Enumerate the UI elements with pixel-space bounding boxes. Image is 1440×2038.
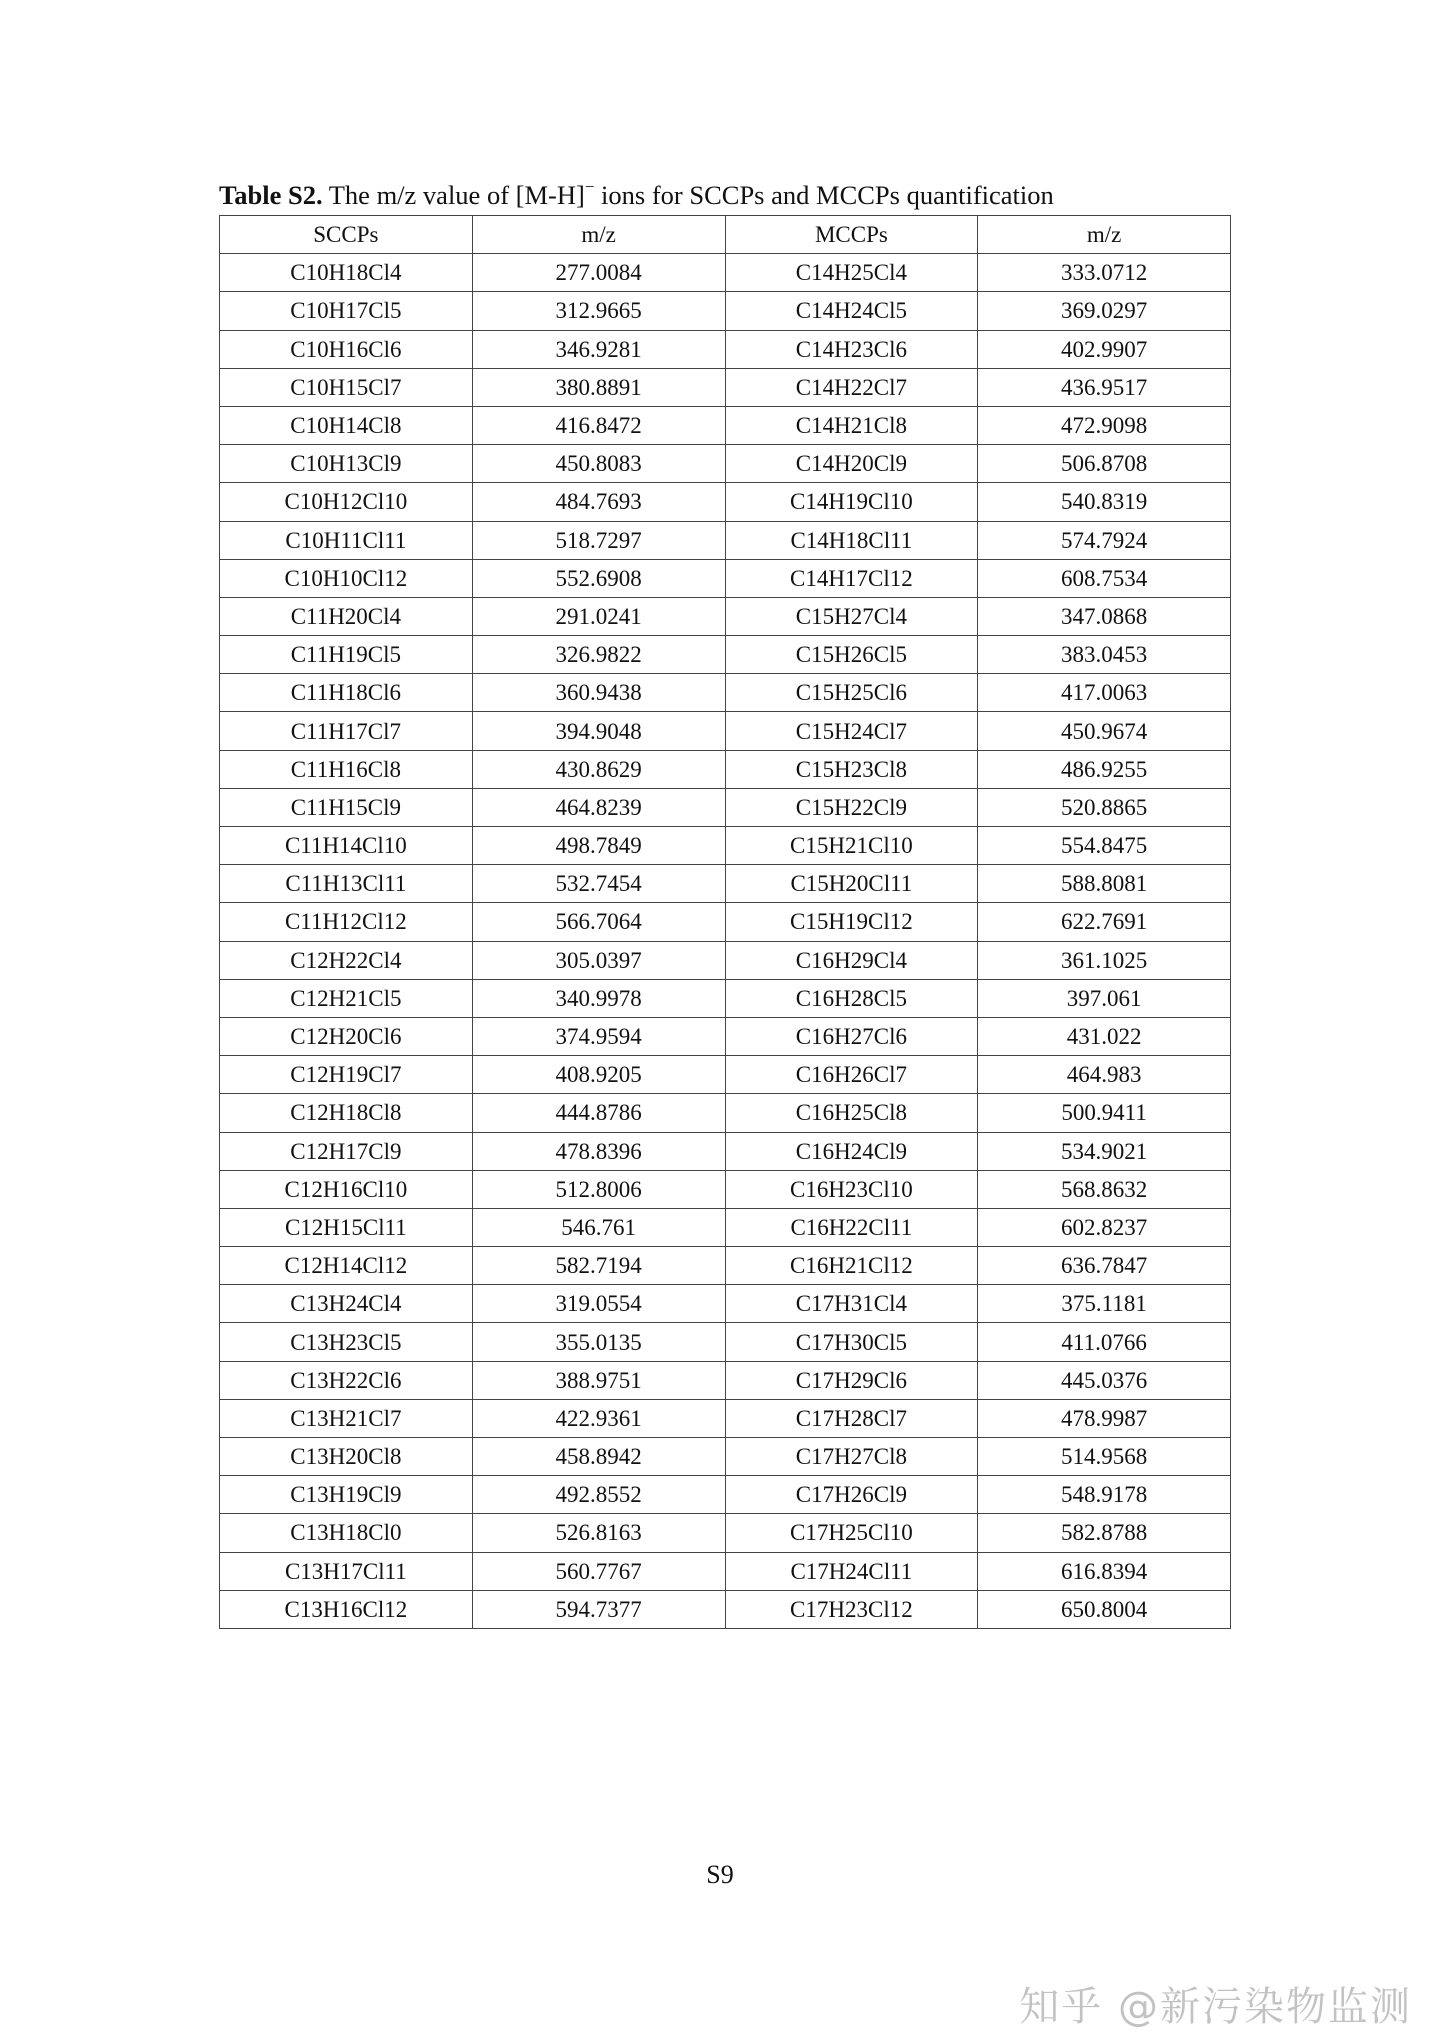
table-row — [220, 903, 1231, 941]
mccp-mz-cell: 500.9411 — [978, 1094, 1231, 1132]
table-row — [220, 1514, 1231, 1552]
sccp-mz-cell: 380.8891 — [472, 368, 725, 406]
mccp-formula-cell: C14H25Cl4 — [725, 254, 978, 292]
sccp-mz-cell: 458.8942 — [472, 1438, 725, 1476]
table-row — [220, 1017, 1231, 1055]
mccp-formula-cell: C16H26Cl7 — [725, 1056, 978, 1094]
sccp-formula-cell: C11H17Cl7 — [220, 712, 473, 750]
mccp-formula-cell: C16H24Cl9 — [725, 1132, 978, 1170]
mccp-formula-cell: C17H31Cl4 — [725, 1285, 978, 1323]
mccp-formula-cell: C14H18Cl11 — [725, 521, 978, 559]
mccp-formula-cell: C15H21Cl10 — [725, 827, 978, 865]
mccp-formula-cell: C14H23Cl6 — [725, 330, 978, 368]
table-body — [220, 216, 1231, 1629]
table-label: Table S2. — [219, 180, 323, 210]
mccp-mz-cell: 383.0453 — [978, 636, 1231, 674]
sccp-formula-cell: C12H22Cl4 — [220, 941, 473, 979]
mccp-mz-cell: 361.1025 — [978, 941, 1231, 979]
sccp-formula-cell: C10H15Cl7 — [220, 368, 473, 406]
mccp-mz-cell: 608.7534 — [978, 559, 1231, 597]
mz-table — [219, 215, 1231, 1629]
sccp-mz-cell: 512.8006 — [472, 1170, 725, 1208]
mccp-mz-cell: 397.061 — [978, 979, 1231, 1017]
table-row — [220, 1094, 1231, 1132]
page-number: S9 — [706, 1860, 734, 1889]
sccp-formula-cell: C11H19Cl5 — [220, 636, 473, 674]
mccp-mz-cell: 478.9987 — [978, 1399, 1231, 1437]
mccp-mz-cell: 602.8237 — [978, 1208, 1231, 1246]
sccp-mz-cell: 430.8629 — [472, 750, 725, 788]
sccp-mz-cell: 450.8083 — [472, 445, 725, 483]
table-row — [220, 1590, 1231, 1628]
table-row — [220, 1247, 1231, 1285]
sccp-mz-cell: 532.7454 — [472, 865, 725, 903]
header-cell-mccps: MCCPs — [725, 216, 978, 254]
mccp-formula-cell: C15H19Cl12 — [725, 903, 978, 941]
sccp-mz-cell: 360.9438 — [472, 674, 725, 712]
table-row — [220, 483, 1231, 521]
sccp-formula-cell: C10H10Cl12 — [220, 559, 473, 597]
mccp-formula-cell: C15H27Cl4 — [725, 597, 978, 635]
sccp-formula-cell: C12H17Cl9 — [220, 1132, 473, 1170]
sccp-formula-cell: C11H12Cl12 — [220, 903, 473, 941]
mccp-mz-cell: 520.8865 — [978, 788, 1231, 826]
caption-superscript: − — [584, 177, 595, 196]
mccp-mz-cell: 582.8788 — [978, 1514, 1231, 1552]
table-caption — [219, 177, 1054, 211]
sccp-mz-cell: 594.7377 — [472, 1590, 725, 1628]
sccp-formula-cell: C11H16Cl8 — [220, 750, 473, 788]
table-row — [220, 1552, 1231, 1590]
sccp-mz-cell: 560.7767 — [472, 1552, 725, 1590]
table-row — [220, 368, 1231, 406]
table-row — [220, 1399, 1231, 1437]
table-row — [220, 750, 1231, 788]
sccp-formula-cell: C11H14Cl10 — [220, 827, 473, 865]
sccp-mz-cell: 319.0554 — [472, 1285, 725, 1323]
sccp-mz-cell: 582.7194 — [472, 1247, 725, 1285]
mccp-mz-cell: 431.022 — [978, 1017, 1231, 1055]
sccp-mz-cell: 422.9361 — [472, 1399, 725, 1437]
mccp-formula-cell: C14H17Cl12 — [725, 559, 978, 597]
sccp-formula-cell: C10H12Cl10 — [220, 483, 473, 521]
sccp-mz-cell: 566.7064 — [472, 903, 725, 941]
sccp-formula-cell: C11H18Cl6 — [220, 674, 473, 712]
mccp-mz-cell: 554.8475 — [978, 827, 1231, 865]
mccp-formula-cell: C17H27Cl8 — [725, 1438, 978, 1476]
mccp-mz-cell: 650.8004 — [978, 1590, 1231, 1628]
mccp-formula-cell: C14H19Cl10 — [725, 483, 978, 521]
mccp-formula-cell: C14H24Cl5 — [725, 292, 978, 330]
mccp-formula-cell: C16H21Cl12 — [725, 1247, 978, 1285]
sccp-formula-cell: C12H18Cl8 — [220, 1094, 473, 1132]
table-row — [220, 1361, 1231, 1399]
watermark: 知乎 @新污染物监测 — [1019, 1984, 1412, 2030]
sccp-mz-cell: 546.761 — [472, 1208, 725, 1246]
sccp-formula-cell: C13H22Cl6 — [220, 1361, 473, 1399]
mccp-mz-cell: 568.8632 — [978, 1170, 1231, 1208]
sccp-mz-cell: 552.6908 — [472, 559, 725, 597]
sccp-mz-cell: 340.9978 — [472, 979, 725, 1017]
table-row — [220, 559, 1231, 597]
sccp-formula-cell: C13H20Cl8 — [220, 1438, 473, 1476]
sccp-formula-cell: C12H15Cl11 — [220, 1208, 473, 1246]
mccp-formula-cell: C16H28Cl5 — [725, 979, 978, 1017]
table-row — [220, 636, 1231, 674]
sccp-mz-cell: 518.7297 — [472, 521, 725, 559]
mccp-mz-cell: 375.1181 — [978, 1285, 1231, 1323]
mccp-mz-cell: 622.7691 — [978, 903, 1231, 941]
mccp-mz-cell: 548.9178 — [978, 1476, 1231, 1514]
sccp-mz-cell: 312.9665 — [472, 292, 725, 330]
sccp-formula-cell: C12H21Cl5 — [220, 979, 473, 1017]
mccp-mz-cell: 402.9907 — [978, 330, 1231, 368]
sccp-mz-cell: 291.0241 — [472, 597, 725, 635]
sccp-mz-cell: 305.0397 — [472, 941, 725, 979]
table-row — [220, 674, 1231, 712]
sccp-mz-cell: 464.8239 — [472, 788, 725, 826]
table-row — [220, 1323, 1231, 1361]
header-cell-mz: m/z — [978, 216, 1231, 254]
table-row — [220, 1438, 1231, 1476]
sccp-formula-cell: C13H16Cl12 — [220, 1590, 473, 1628]
table-row — [220, 521, 1231, 559]
mccp-formula-cell: C17H26Cl9 — [725, 1476, 978, 1514]
table-row — [220, 979, 1231, 1017]
mccp-formula-cell: C16H25Cl8 — [725, 1094, 978, 1132]
sccp-formula-cell: C13H19Cl9 — [220, 1476, 473, 1514]
sccp-formula-cell: C13H23Cl5 — [220, 1323, 473, 1361]
caption-text: The m/z value of [M-H] — [322, 180, 585, 210]
sccp-formula-cell: C10H14Cl8 — [220, 406, 473, 444]
table-header-row — [220, 216, 1231, 254]
sccp-formula-cell: C12H16Cl10 — [220, 1170, 473, 1208]
table-row — [220, 788, 1231, 826]
mccp-formula-cell: C17H24Cl11 — [725, 1552, 978, 1590]
table-row — [220, 827, 1231, 865]
table-row — [220, 406, 1231, 444]
table-row — [220, 597, 1231, 635]
sccp-mz-cell: 388.9751 — [472, 1361, 725, 1399]
sccp-mz-cell: 408.9205 — [472, 1056, 725, 1094]
table-row — [220, 1132, 1231, 1170]
mccp-formula-cell: C15H20Cl11 — [725, 865, 978, 903]
mccp-formula-cell: C16H29Cl4 — [725, 941, 978, 979]
mccp-mz-cell: 436.9517 — [978, 368, 1231, 406]
table-row — [220, 1208, 1231, 1246]
table-row — [220, 445, 1231, 483]
mccp-formula-cell: C15H25Cl6 — [725, 674, 978, 712]
mccp-mz-cell: 616.8394 — [978, 1552, 1231, 1590]
mccp-formula-cell: C16H23Cl10 — [725, 1170, 978, 1208]
mccp-mz-cell: 369.0297 — [978, 292, 1231, 330]
mccp-formula-cell: C14H22Cl7 — [725, 368, 978, 406]
table-row — [220, 330, 1231, 368]
mccp-formula-cell: C17H29Cl6 — [725, 1361, 978, 1399]
sccp-mz-cell: 492.8552 — [472, 1476, 725, 1514]
header-cell-mz: m/z — [472, 216, 725, 254]
sccp-mz-cell: 394.9048 — [472, 712, 725, 750]
sccp-formula-cell: C10H17Cl5 — [220, 292, 473, 330]
sccp-mz-cell: 277.0084 — [472, 254, 725, 292]
sccp-mz-cell: 526.8163 — [472, 1514, 725, 1552]
mccp-formula-cell: C16H22Cl11 — [725, 1208, 978, 1246]
mccp-mz-cell: 333.0712 — [978, 254, 1231, 292]
table-row — [220, 1056, 1231, 1094]
sccp-formula-cell: C10H11Cl11 — [220, 521, 473, 559]
caption-text-end: ions for SCCPs and MCCPs quantification — [594, 180, 1054, 210]
mccp-mz-cell: 574.7924 — [978, 521, 1231, 559]
sccp-mz-cell: 346.9281 — [472, 330, 725, 368]
sccp-formula-cell: C11H15Cl9 — [220, 788, 473, 826]
mccp-mz-cell: 534.9021 — [978, 1132, 1231, 1170]
sccp-formula-cell: C12H19Cl7 — [220, 1056, 473, 1094]
sccp-mz-cell: 416.8472 — [472, 406, 725, 444]
mccp-mz-cell: 417.0063 — [978, 674, 1231, 712]
sccp-formula-cell: C13H18Cl0 — [220, 1514, 473, 1552]
table-row — [220, 1285, 1231, 1323]
mccp-formula-cell: C17H25Cl10 — [725, 1514, 978, 1552]
sccp-formula-cell: C11H13Cl11 — [220, 865, 473, 903]
mccp-formula-cell: C17H23Cl12 — [725, 1590, 978, 1628]
sccp-mz-cell: 484.7693 — [472, 483, 725, 521]
mccp-mz-cell: 450.9674 — [978, 712, 1231, 750]
mccp-formula-cell: C17H28Cl7 — [725, 1399, 978, 1437]
table-row — [220, 1170, 1231, 1208]
sccp-mz-cell: 444.8786 — [472, 1094, 725, 1132]
mccp-formula-cell: C15H23Cl8 — [725, 750, 978, 788]
mccp-mz-cell: 636.7847 — [978, 1247, 1231, 1285]
mccp-formula-cell: C16H27Cl6 — [725, 1017, 978, 1055]
sccp-formula-cell: C13H17Cl11 — [220, 1552, 473, 1590]
mccp-formula-cell: C15H22Cl9 — [725, 788, 978, 826]
table-row — [220, 292, 1231, 330]
sccp-formula-cell: C12H20Cl6 — [220, 1017, 473, 1055]
sccp-formula-cell: C12H14Cl12 — [220, 1247, 473, 1285]
mccp-formula-cell: C17H30Cl5 — [725, 1323, 978, 1361]
mccp-mz-cell: 540.8319 — [978, 483, 1231, 521]
sccp-mz-cell: 498.7849 — [472, 827, 725, 865]
sccp-formula-cell: C10H18Cl4 — [220, 254, 473, 292]
table-row — [220, 254, 1231, 292]
mccp-mz-cell: 514.9568 — [978, 1438, 1231, 1476]
mccp-formula-cell: C15H26Cl5 — [725, 636, 978, 674]
sccp-mz-cell: 326.9822 — [472, 636, 725, 674]
mccp-mz-cell: 588.8081 — [978, 865, 1231, 903]
mccp-mz-cell: 411.0766 — [978, 1323, 1231, 1361]
mccp-mz-cell: 347.0868 — [978, 597, 1231, 635]
table-row — [220, 865, 1231, 903]
header-cell-sccps: SCCPs — [220, 216, 473, 254]
mccp-mz-cell: 486.9255 — [978, 750, 1231, 788]
sccp-mz-cell: 374.9594 — [472, 1017, 725, 1055]
mccp-formula-cell: C14H20Cl9 — [725, 445, 978, 483]
mccp-mz-cell: 506.8708 — [978, 445, 1231, 483]
mccp-mz-cell: 445.0376 — [978, 1361, 1231, 1399]
sccp-mz-cell: 478.8396 — [472, 1132, 725, 1170]
mccp-formula-cell: C14H21Cl8 — [725, 406, 978, 444]
mccp-mz-cell: 464.983 — [978, 1056, 1231, 1094]
sccp-formula-cell: C11H20Cl4 — [220, 597, 473, 635]
sccp-formula-cell: C13H21Cl7 — [220, 1399, 473, 1437]
table-row — [220, 941, 1231, 979]
mccp-formula-cell: C15H24Cl7 — [725, 712, 978, 750]
sccp-formula-cell: C10H16Cl6 — [220, 330, 473, 368]
mccp-mz-cell: 472.9098 — [978, 406, 1231, 444]
table-row — [220, 1476, 1231, 1514]
table-row — [220, 712, 1231, 750]
sccp-formula-cell: C13H24Cl4 — [220, 1285, 473, 1323]
sccp-mz-cell: 355.0135 — [472, 1323, 725, 1361]
sccp-formula-cell: C10H13Cl9 — [220, 445, 473, 483]
